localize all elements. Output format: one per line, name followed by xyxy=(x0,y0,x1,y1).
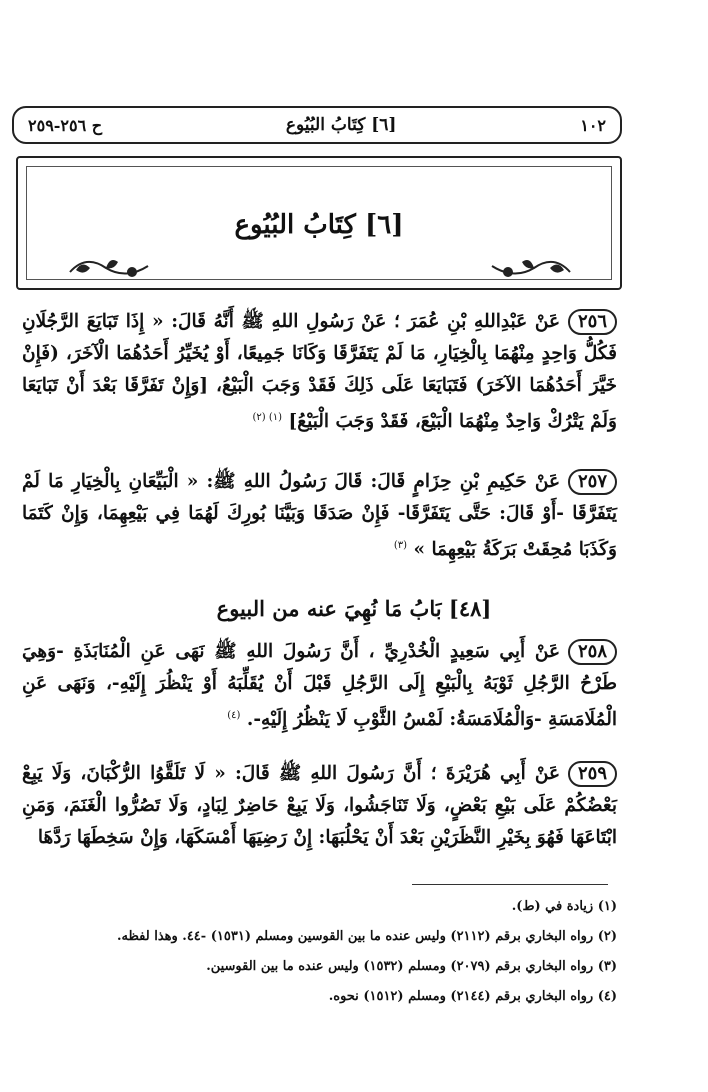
footnote-markers: (١) (٢) xyxy=(252,412,283,423)
hadith-257 xyxy=(22,466,617,566)
hadith-256 xyxy=(22,306,617,438)
hadith-text: عَنْ أَبِي سَعِيدٍ الْخُدْرِيِّ ، أَنَّ رَسُولَ اللهِ ﷺ نَهَى عَنِ الْمُنَابَذَةِ -وَهِيَ طَرْحُ الرَّجُلِ ثَوْبَهُ بِالْبَيْعِ إِلَى الرَّجُلِ قَبْلَ أَنْ يُقَلِّبَهُ أَوْ يَنْظُرَ إِلَيْهِ-، وَنَهَى عَنِ الْمُلَامَسَةِ -وَالْمُلَامَسَةُ: لَمْسُ الثَّوْبِ لَا يَنْظُرُ إِلَيْهِ-. xyxy=(22,641,617,731)
chapter-title-frame xyxy=(16,156,622,290)
hadith-range: ح ٢٥٦-٢٥٩ xyxy=(28,115,103,135)
hadith-259 xyxy=(22,758,617,854)
section-heading: [٤٨] بَابُ مَا نُهِيَ عنه من البيوع xyxy=(216,596,492,621)
hadith-number: ٢٥٩ xyxy=(568,761,617,787)
footnote-markers: (٣) xyxy=(393,540,407,551)
hadith-number: ٢٥٨ xyxy=(568,639,617,665)
footnote-1: (١) زيادة في (ط). xyxy=(511,899,617,914)
hadith-number: ٢٥٧ xyxy=(568,469,617,495)
hadith-text: عَنْ أَبِي هُرَيْرَةَ ؛ أَنَّ رَسُولَ اللهِ ﷺ قَالَ: « لَا تَلَقَّوُا الرُّكْبَانَ، وَلَا يَبِعْ بَعْضُكُمْ عَلَى بَيْعِ بَعْضٍ، وَلَا تَنَاجَشُوا، وَلَا يَبِعْ حَاضِرٌ لِبَادٍ، وَلَا تَصُرُّوا الْغَنَمَ، وَمَنِ ابْتَاعَهَا فَهُوَ بِخَيْرِ النَّظَرَيْنِ بَعْدَ أَنْ يَحْلُبَهَا: إِنْ رَضِيَهَا أَمْسَكَهَا، وَإِنْ سَخِطَهَا رَدَّهَا xyxy=(22,763,617,848)
footnote-3: (٣) رواه البخاري برقم (٢٠٧٩) ومسلم (١٥٣٢) وليس عنده ما بين القوسين. xyxy=(206,959,617,974)
running-chapter-label: [٦] كِتَابُ البُيُوع xyxy=(285,115,397,135)
running-header xyxy=(12,106,622,144)
footnote-markers: (٤) xyxy=(227,710,241,721)
footnote-4: (٤) رواه البخاري برقم (٢١٤٤) ومسلم (١٥١٢) نحوه. xyxy=(328,989,617,1004)
hadith-number: ٢٥٦ xyxy=(568,309,617,335)
chapter-title: [٦] كِتَابُ البُيُوع xyxy=(234,210,404,240)
hadith-text: عَنْ حَكِيمِ بْنِ حِزَامٍ قَالَ: قَالَ رَسُولُ اللهِ ﷺ: « الْبَيِّعَانِ بِالْخِيَارِ مَا لَمْ يَتَفَرَّقَا -أَوْ قَالَ: حَتَّى يَتَفَرَّقَا- فَإِنْ صَدَقَا وَبَيَّنَا بُورِكَ لَهُمَا فِي بَيْعِهِمَا، وَإِنْ كَتَمَا وَكَذَبَا مُحِقَتْ بَرَكَةُ بَيْعِهِمَا » xyxy=(22,471,617,561)
floral-ornament-right-icon xyxy=(488,250,574,284)
footnote-divider xyxy=(412,884,608,885)
page-number: ١٠٢ xyxy=(580,115,606,135)
floral-ornament-left-icon xyxy=(66,250,152,284)
footnote-2: (٢) رواه البخاري برقم (٢١١٢) وليس عنده ما بين القوسين ومسلم (١٥٣١) -٤٤. وهذا لفظه. xyxy=(116,929,617,944)
hadith-258 xyxy=(22,636,617,736)
hadith-text: عَنْ عَبْدِاللهِ بْنِ عُمَرَ ؛ عَنْ رَسُولِ اللهِ ﷺ أَنَّهُ قَالَ: « إِذَا تَبَايَعَ الرَّجُلَانِ فَكُلُّ وَاحِدٍ مِنْهُمَا بِالْخِيَارِ، مَا لَمْ يَتَفَرَّقَا وَكَانَا جَمِيعًا، أَوْ يُخَيِّرُ أَحَدُهُمَا الْآخَرَ، (فَإِنْ خَيَّرَ أَحَدُهُمَا الآخَرَ) فَتَبَايَعَا عَلَى ذَلِكَ فَقَدْ وَجَبَ الْبَيْعُ، [وَإِنْ تَفَرَّقَا بَعْدَ أَنْ تَبَايَعَا وَلَمْ يَتْرُكْ وَاحِدٌ مِنْهُمَا الْبَيْعَ، فَقَدْ وَجَبَ الْبَيْعُ] xyxy=(22,311,617,433)
